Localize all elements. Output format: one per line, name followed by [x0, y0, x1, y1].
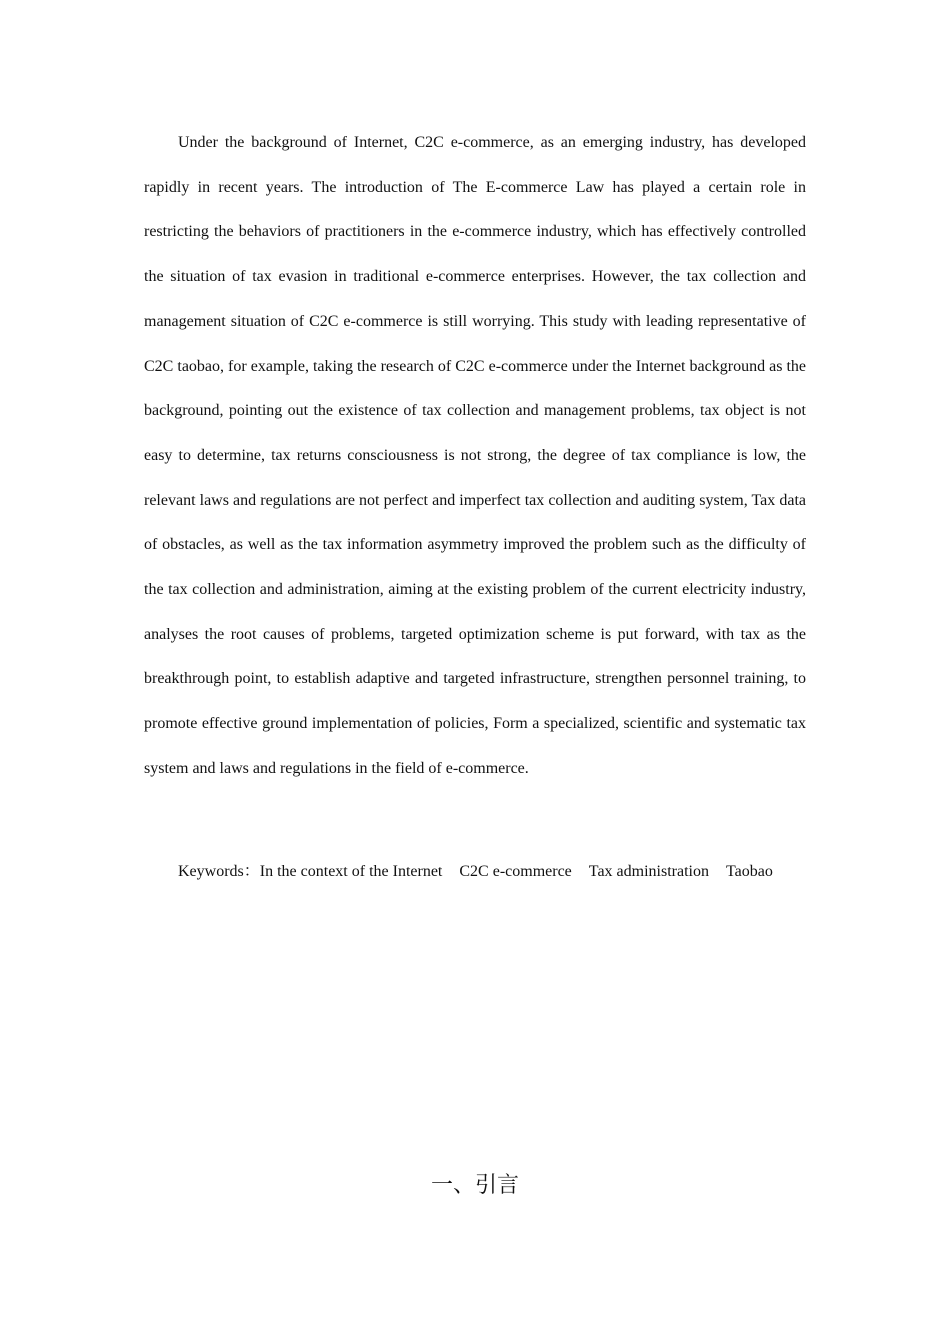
keywords-label: Keywords： — [178, 863, 260, 880]
keyword-term-internet: In the context of the Internet — [259, 863, 443, 880]
keyword-term-tax-administration: Tax administration — [588, 863, 709, 880]
abstract-paragraph: Under the background of Internet, C2C e-commerce, as an emerging industry, has developed rapidly in recent years. The introduction of The E-commerce Law has played a certain role in restricting the behaviors of practitioners in the e-commerce industry, which has effectively controlled the situation of tax evasion in traditional e-commerce enterprises. However, the tax collection and management situation of C2C e-commerce is still worrying. This study with leading representative of C2C taobao, for example, taking the research of C2C e-commerce under the Internet background as the background, pointing out the existence of tax collection and management problems, tax object is not easy to determine, tax returns consciousness is not strong, the degree of tax compliance is low, the relevant laws and regulations are not perfect and imperfect tax collection and auditing system, Tax data of obstacles, as well as the tax information asymmetry improved the problem such as the difficulty of the tax collection and administration, aiming at the existing problem of the current electricity industry, analyses the root causes of problems, targeted optimization scheme is put forward, with tax as the breakthrough point, to establish adaptive and targeted infrastructure, strengthen personnel training, to promote effective ground implementation of policies, Form a specialized, scientific and systematic tax system and laws and regulations in the field of e-commerce. — [144, 134, 806, 777]
keyword-term-taobao: Taobao — [725, 863, 773, 880]
keyword-term-c2c: C2C e-commerce — [459, 863, 572, 880]
keywords-line — [178, 858, 818, 886]
section-heading-introduction: 一、引言 — [430, 1173, 519, 1198]
